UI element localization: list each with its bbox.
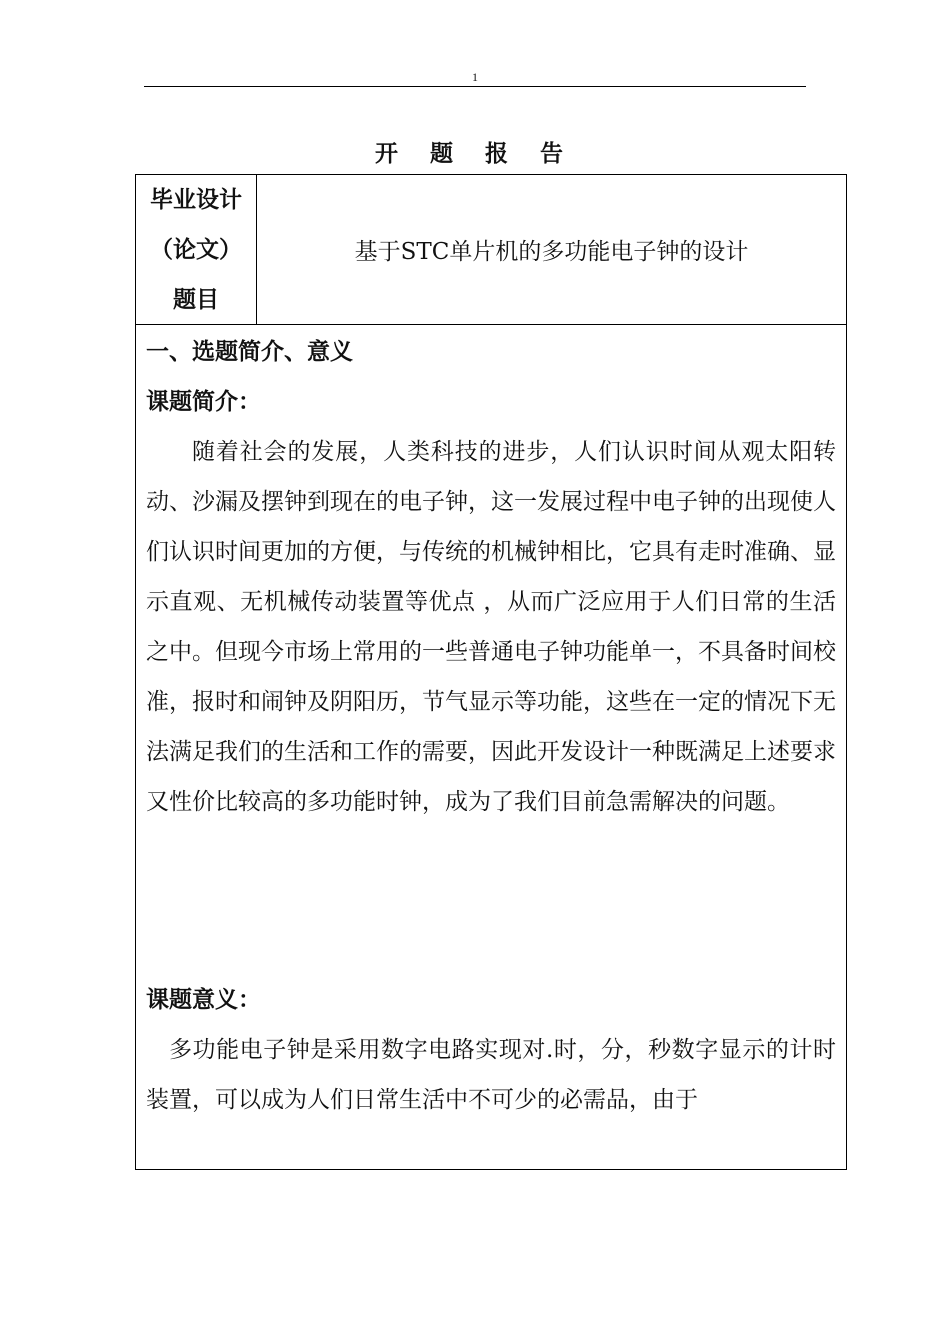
thesis-title-label-line: 毕业设计: [150, 186, 242, 213]
section-content: [136, 325, 846, 1169]
thesis-title-row: [136, 175, 846, 325]
significance-paragraph: 多功能电子钟是采用数字电路实现对.时，分，秒数字显示的计时装置，可以成为人们日常生活中不可少的必需品，由于: [146, 1037, 836, 1113]
proposal-form-table: [135, 174, 847, 1170]
section-heading: 一、选题简介、意义: [146, 339, 353, 365]
header-rule: [144, 86, 806, 87]
intro-heading: 课题简介：: [146, 389, 261, 415]
thesis-title-label-line: （论文）: [150, 236, 242, 263]
report-title: 开 题 报 告: [374, 141, 576, 167]
thesis-title-value: 基于STC单片机的多功能电子钟的设计: [354, 239, 749, 265]
page-number: 1: [472, 70, 478, 84]
intro-paragraph: 随着社会的发展，人类科技的进步，人们认识时间从观太阳转动、沙漏及摆钟到现在的电子钟，这一发展过程中电子钟的出现使人们认识时间更加的方便，与传统的机械钟相比，它具有走时准确、显示直观、无机械传动装置等优点 ，从而广泛应用于人们日常的生活之中。但现今市场上常用的一些普通电子钟功能单一，不具备时间校准，报时和闹钟及阴阳历，节气显示等功能，这些在一定的情况下无法满足我们的生活和工作的需要，因此开发设计一种既满足上述要求又性价比较高的多功能时钟，成为了我们目前急需解决的问题。: [146, 439, 836, 815]
thesis-title-label: [136, 175, 257, 324]
significance-heading: 课题意义：: [146, 987, 261, 1013]
thesis-title-label-line: 题目: [173, 286, 219, 313]
blank-space: [146, 827, 836, 975]
